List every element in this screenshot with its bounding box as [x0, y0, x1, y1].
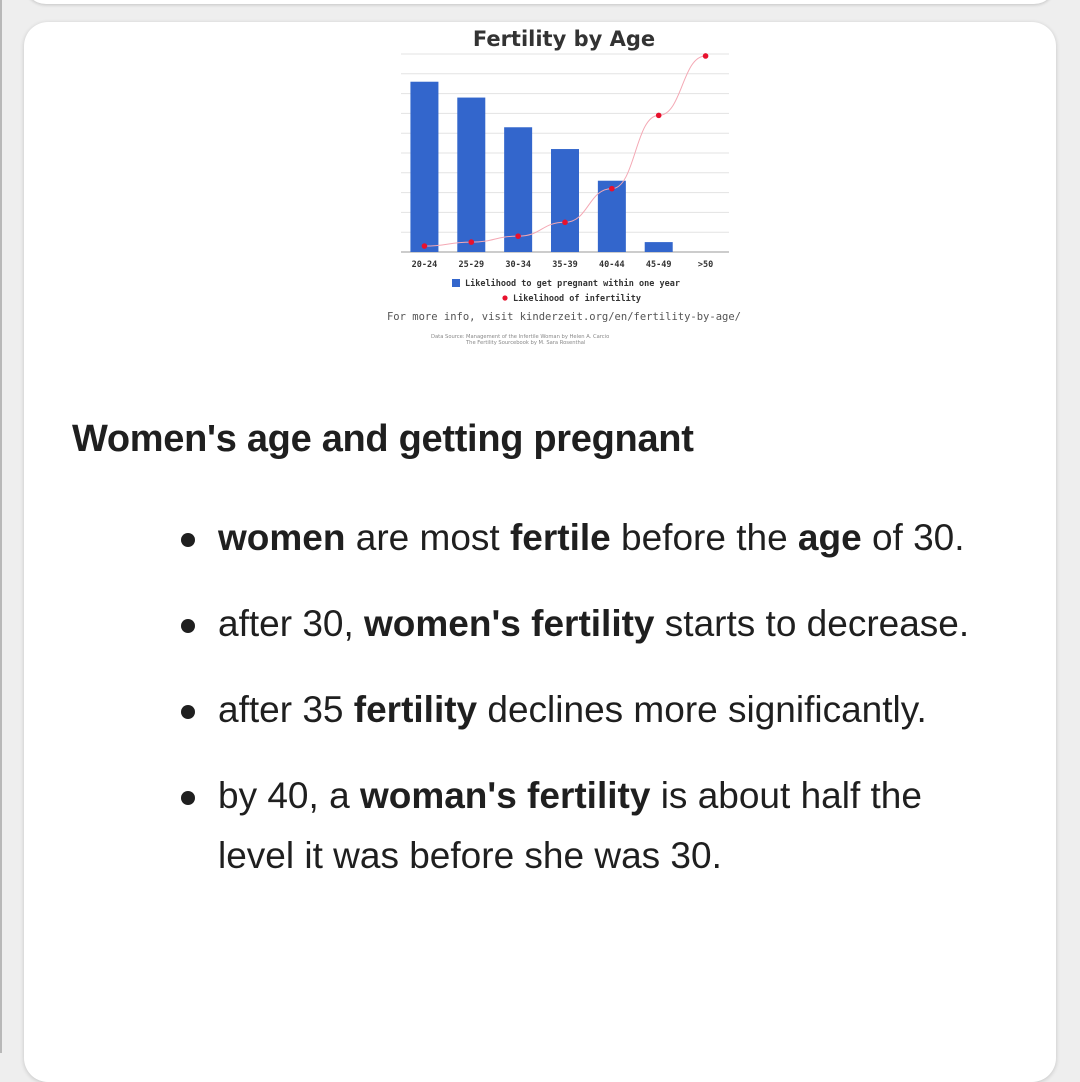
infertility-point-30-34: [515, 233, 521, 239]
legend-line-swatch: [502, 295, 507, 300]
bold-term: women: [218, 517, 346, 558]
text-run: by 40, a: [218, 775, 360, 816]
x-tick-label: 45-49: [645, 260, 672, 270]
data-source-line-2: The Fertility Sourcebook by M. Sara Rosenthal: [466, 340, 586, 346]
bold-term: fertile: [509, 517, 611, 558]
bar-20-24: [410, 82, 438, 252]
text-run: after 35: [218, 689, 354, 730]
x-tick-label: >50: [697, 260, 714, 270]
bullet-dot-icon: [181, 533, 195, 547]
chart-x-ticks: [412, 260, 714, 270]
chart-title: Fertility by Age: [472, 27, 656, 51]
bar-35-39: [551, 149, 579, 252]
bar-45-49: [645, 242, 673, 252]
list-item-text: [218, 517, 965, 558]
fertility-facts-list: [181, 508, 981, 912]
data-source-label: Data Source:: [431, 334, 465, 340]
previous-card-edge: [24, 0, 1056, 4]
bar-25-29: [457, 98, 485, 252]
list-item: [181, 680, 981, 740]
x-tick-label: 40-44: [599, 260, 625, 270]
legend-bar-swatch: [452, 279, 460, 287]
infertility-point->50: [703, 53, 709, 59]
bold-term: women's fertility: [364, 603, 655, 644]
text-run: of 30.: [861, 517, 965, 558]
list-item-text: [218, 689, 927, 730]
x-tick-label: 25-29: [458, 260, 485, 270]
chart-bars: [410, 82, 672, 252]
bar-30-34: [504, 127, 532, 252]
text-run: starts to decrease.: [654, 603, 970, 644]
text-run: are most: [345, 517, 510, 558]
bold-term: fertility: [353, 689, 478, 730]
data-source-line-1: Management of the Infertile Woman by Helen A. Carcio: [466, 334, 610, 340]
legend-bar-label: Likelihood to get pregnant within one year: [465, 279, 680, 289]
bold-term: woman's fertility: [359, 775, 651, 816]
text-run: after 30,: [218, 603, 365, 644]
text-run: is about half the level it was before she was 30.: [218, 775, 922, 876]
list-item: [181, 766, 981, 886]
chart-info-link: For more info, visit kinderzeit.org/en/fertility-by-age/: [386, 311, 742, 323]
x-tick-label: 35-39: [552, 260, 578, 270]
bullet-dot-icon: [181, 791, 195, 805]
infertility-point-45-49: [656, 113, 662, 119]
x-tick-label: 30-34: [505, 260, 531, 270]
bold-term: age: [797, 517, 862, 558]
left-edge-line: [0, 0, 2, 1053]
legend-line-label: Likelihood of infertility: [513, 294, 641, 304]
list-item: [181, 508, 981, 568]
infertility-point-20-24: [422, 243, 428, 249]
bullet-dot-icon: [181, 705, 195, 719]
section-heading: Women's age and getting pregnant: [72, 418, 694, 460]
infertility-point-25-29: [468, 239, 474, 245]
result-card: [24, 22, 1056, 1082]
list-item-text: [218, 603, 969, 644]
infertility-point-40-44: [609, 186, 615, 192]
text-run: declines more significantly.: [477, 689, 927, 730]
list-item-text: [218, 775, 922, 876]
infertility-point-35-39: [562, 220, 568, 226]
list-item: [181, 594, 981, 654]
fertility-chart: [374, 22, 744, 382]
bullet-dot-icon: [181, 619, 195, 633]
x-tick-label: 20-24: [411, 260, 438, 270]
text-run: before the: [610, 517, 798, 558]
fertility-chart-image[interactable]: [374, 22, 744, 382]
